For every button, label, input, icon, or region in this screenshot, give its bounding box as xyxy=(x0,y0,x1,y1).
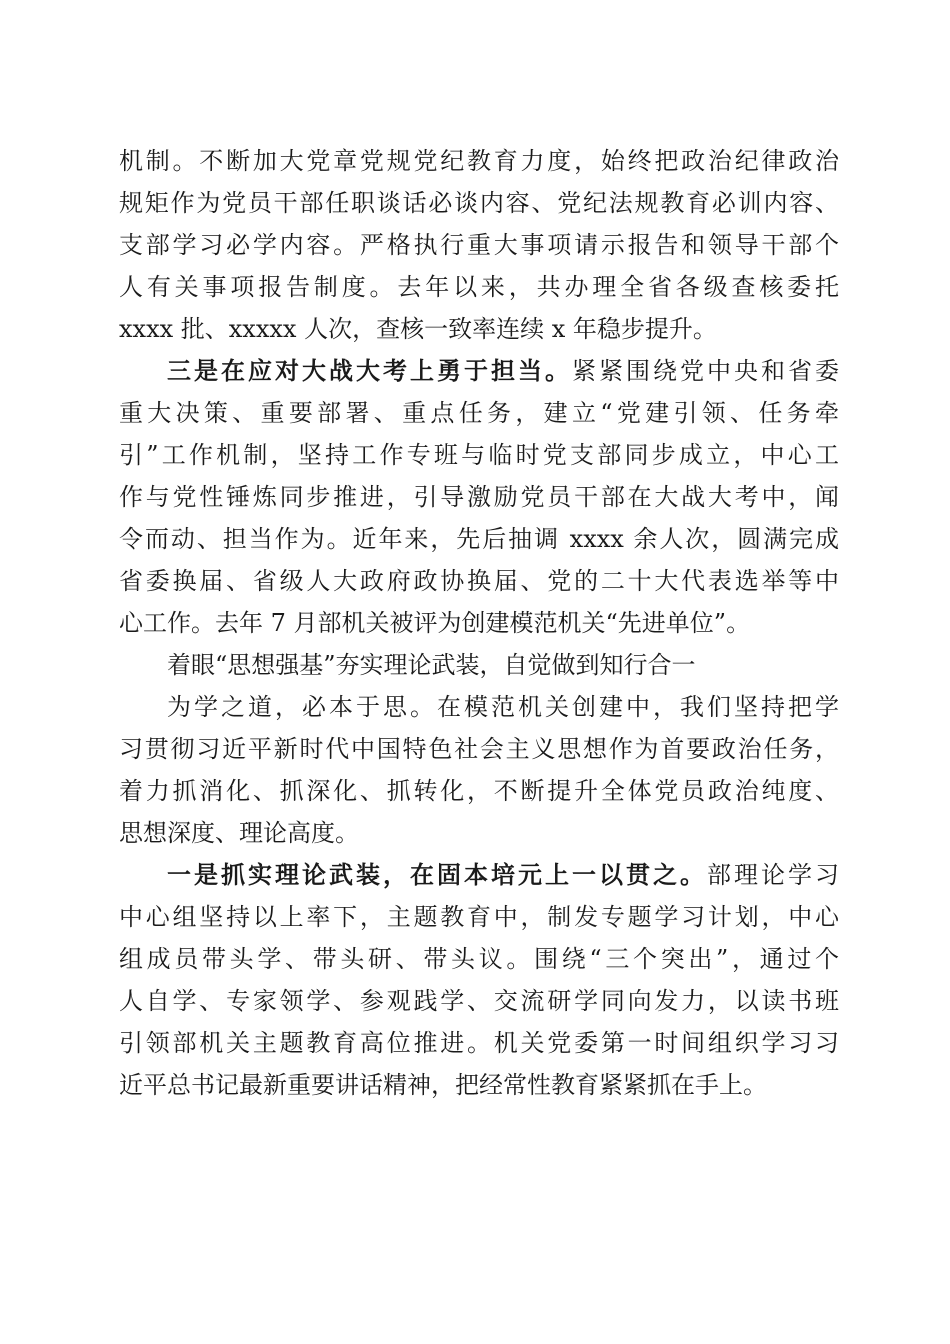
paragraph-line: 思想深度、理论高度。 xyxy=(119,819,359,847)
paragraph-4 xyxy=(119,854,839,1106)
paragraph-line: 重大决策、重要部署、重点任务，建立“党建引领、任务牵 xyxy=(119,399,839,427)
paragraph-line: 习贯彻习近平新时代中国特色社会主义思想作为首要政治任务， xyxy=(119,735,839,763)
first-line-rest: 紧紧围绕党中央和省委 xyxy=(572,357,839,385)
section-heading-text: 着眼“思想强基”夯实理论武装，自觉做到知行合一 xyxy=(167,651,696,679)
bold-lead-sentence: 三是在应对大战大考上勇于担当。 xyxy=(167,356,572,385)
paragraph-line: 支部学习必学内容。严格执行重大事项请示报告和领导干部个 xyxy=(119,231,839,259)
paragraph-line: 近平总书记最新重要讲话精神，把经常性教育紧紧抓在手上。 xyxy=(119,1071,767,1099)
paragraph-1 xyxy=(119,140,839,350)
paragraph-line: 机制。不断加大党章党规党纪教育力度，始终把政治纪律政治 xyxy=(119,147,839,175)
paragraph-line: 人有关事项报告制度。去年以来，共办理全省各级查核委托 xyxy=(119,273,839,301)
paragraph-line: 令而动、担当作为。近年来，先后抽调 xxxx 余人次，圆满完成 xyxy=(119,525,839,553)
paragraph-line: 心工作。去年 7 月部机关被评为创建模范机关“先进单位”。 xyxy=(119,609,751,637)
paragraph-3 xyxy=(119,686,839,854)
paragraph-line: 引”工作机制，坚持工作专班与临时党支部同步成立，中心工 xyxy=(119,441,839,469)
paragraph-line: 组成员带头学、带头研、带头议。围绕“三个突出”，通过个 xyxy=(119,945,839,973)
paragraph-line: 规矩作为党员干部任职谈话必谈内容、党纪法规教育必训内容、 xyxy=(119,189,839,217)
paragraph-line: 着力抓消化、抓深化、抓转化，不断提升全体党员政治纯度、 xyxy=(119,777,839,805)
paragraph-line: 为学之道，必本于思。在模范机关创建中，我们坚持把学 xyxy=(167,693,839,721)
paragraph-2 xyxy=(119,350,839,644)
section-heading xyxy=(119,644,839,686)
paragraph-line: 中心组坚持以上率下，主题教育中，制发专题学习计划，中心 xyxy=(119,903,839,931)
paragraph-first-line xyxy=(119,854,839,896)
first-line-rest: 部理论学习 xyxy=(707,861,839,889)
paragraph-line: 作与党性锤炼同步推进，引导激励党员干部在大战大考中，闻 xyxy=(119,483,839,511)
paragraph-line: 省委换届、省级人大政府政协换届、党的二十大代表选举等中 xyxy=(119,567,839,595)
bold-lead-sentence: 一是抓实理论武装，在固本培元上一以贯之。 xyxy=(167,860,707,889)
document-body xyxy=(119,140,839,1106)
paragraph-line: 人自学、专家领学、参观践学、交流研学同向发力，以读书班 xyxy=(119,987,839,1015)
paragraph-line: 引领部机关主题教育高位推进。机关党委第一时间组织学习习 xyxy=(119,1029,839,1057)
paragraph-first-line xyxy=(119,350,839,392)
paragraph-line: xxxx 批、xxxxx 人次，查核一致率连续 x 年稳步提升。 xyxy=(119,315,717,343)
